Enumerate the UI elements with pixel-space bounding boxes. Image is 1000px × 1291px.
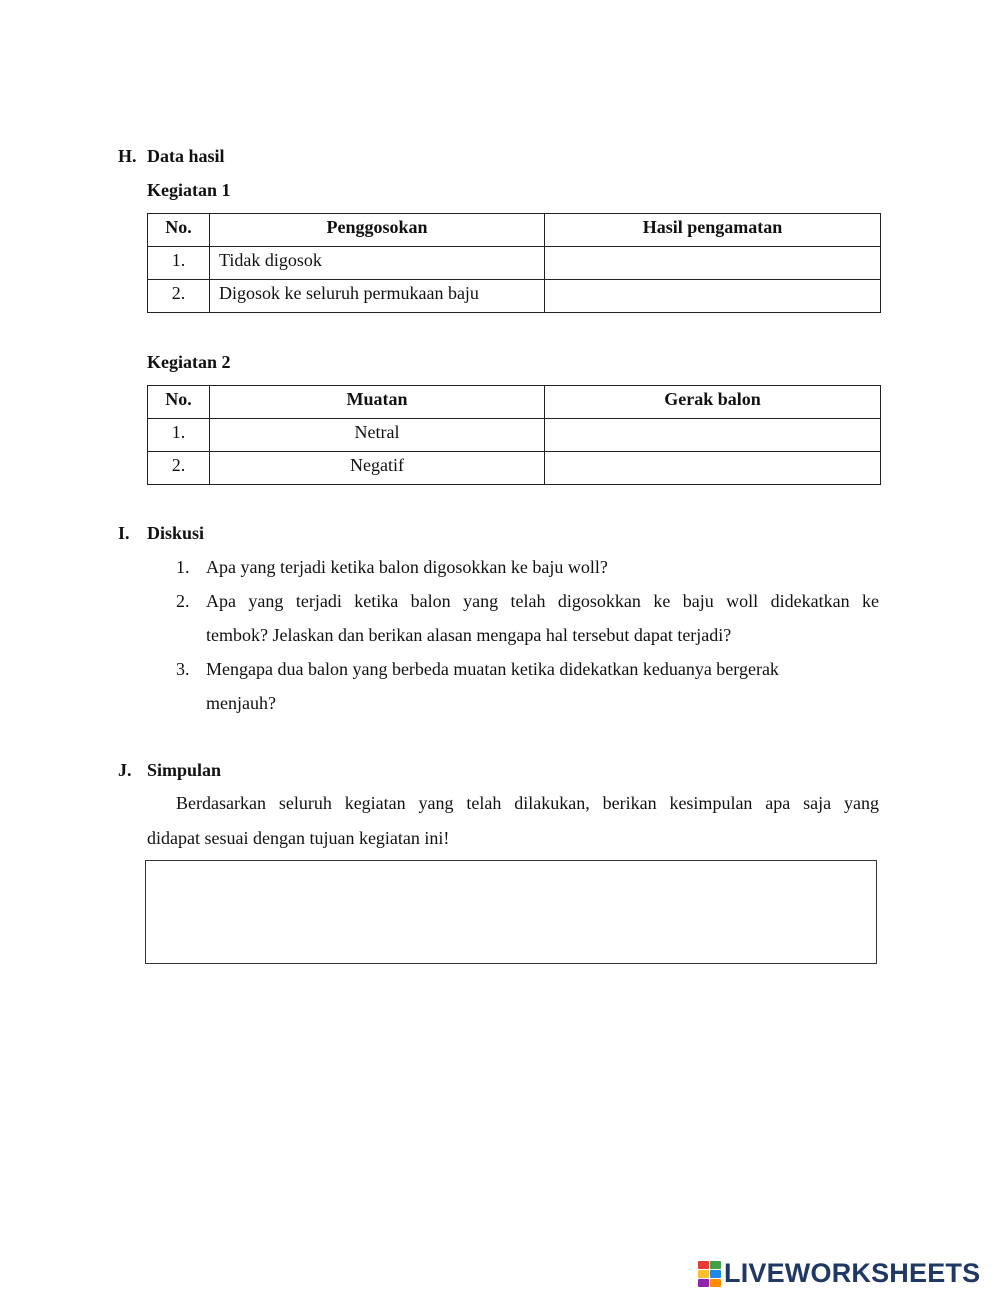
header-gerak-balon: Gerak balon [545,386,881,419]
logo-block [698,1279,709,1287]
kegiatan-2-table [147,385,881,485]
question-3-line-2: menjauh? [206,693,276,713]
table-row [148,247,881,280]
liveworksheets-logo [698,1258,980,1289]
section-j-title: Simpulan [147,760,222,780]
question-1-text: Apa yang terjadi ketika balon digosokkan ke baju woll? [206,557,608,577]
section-j-letter: J. [118,760,132,780]
logo-block [710,1279,721,1287]
logo-block [710,1270,721,1278]
header-no: No. [148,214,210,247]
question-2-number: 2. [176,591,190,611]
gerak-balon-input[interactable] [545,419,881,452]
row-number: 1. [148,419,210,452]
kegiatan-1-table [147,213,881,313]
table-row [148,452,881,485]
question-3-line-1: Mengapa dua balon yang berbeda muatan ketika didekatkan keduanya bergerak [206,659,779,679]
table-header-row [148,386,881,419]
section-h-letter: H. [118,146,137,166]
question-3-number: 3. [176,659,190,679]
section-i-letter: I. [118,523,130,543]
question-2-line-2: tembok? Jelaskan dan berikan alasan mengapa hal tersebut dapat terjadi? [206,625,732,645]
row-penggosokan: Digosok ke seluruh permukaan baju [210,280,545,313]
hasil-pengamatan-input[interactable] [545,247,881,280]
row-penggosokan: Tidak digosok [210,247,545,280]
table-header-row [148,214,881,247]
row-number: 1. [148,247,210,280]
simpulan-answer-box[interactable] [145,860,877,964]
hasil-pengamatan-input[interactable] [545,280,881,313]
simpulan-paragraph-line-2: didapat sesuai dengan tujuan kegiatan ini! [147,828,450,848]
header-muatan: Muatan [210,386,545,419]
row-number: 2. [148,280,210,313]
row-muatan: Netral [210,419,545,452]
simpulan-paragraph-line-1: Berdasarkan seluruh kegiatan yang telah dilakukan, berikan kesimpulan apa saja yang [176,793,879,813]
header-hasil-pengamatan: Hasil pengamatan [545,214,881,247]
logo-block [710,1261,721,1269]
kegiatan-1-label: Kegiatan 1 [147,180,231,200]
table-row [148,280,881,313]
logo-block [698,1261,709,1269]
header-no: No. [148,386,210,419]
row-muatan: Negatif [210,452,545,485]
question-1-number: 1. [176,557,190,577]
row-number: 2. [148,452,210,485]
section-i-title: Diskusi [147,523,205,543]
table-row [148,419,881,452]
header-penggosokan: Penggosokan [210,214,545,247]
gerak-balon-input[interactable] [545,452,881,485]
section-h-title: Data hasil [147,146,225,166]
logo-blocks-icon [698,1261,721,1287]
kegiatan-2-label: Kegiatan 2 [147,352,231,372]
question-2-line-1: Apa yang terjadi ketika balon yang telah digosokkan ke baju woll didekatkan ke [206,591,879,611]
logo-text: LIVEWORKSHEETS [724,1258,981,1288]
logo-block [698,1270,709,1278]
